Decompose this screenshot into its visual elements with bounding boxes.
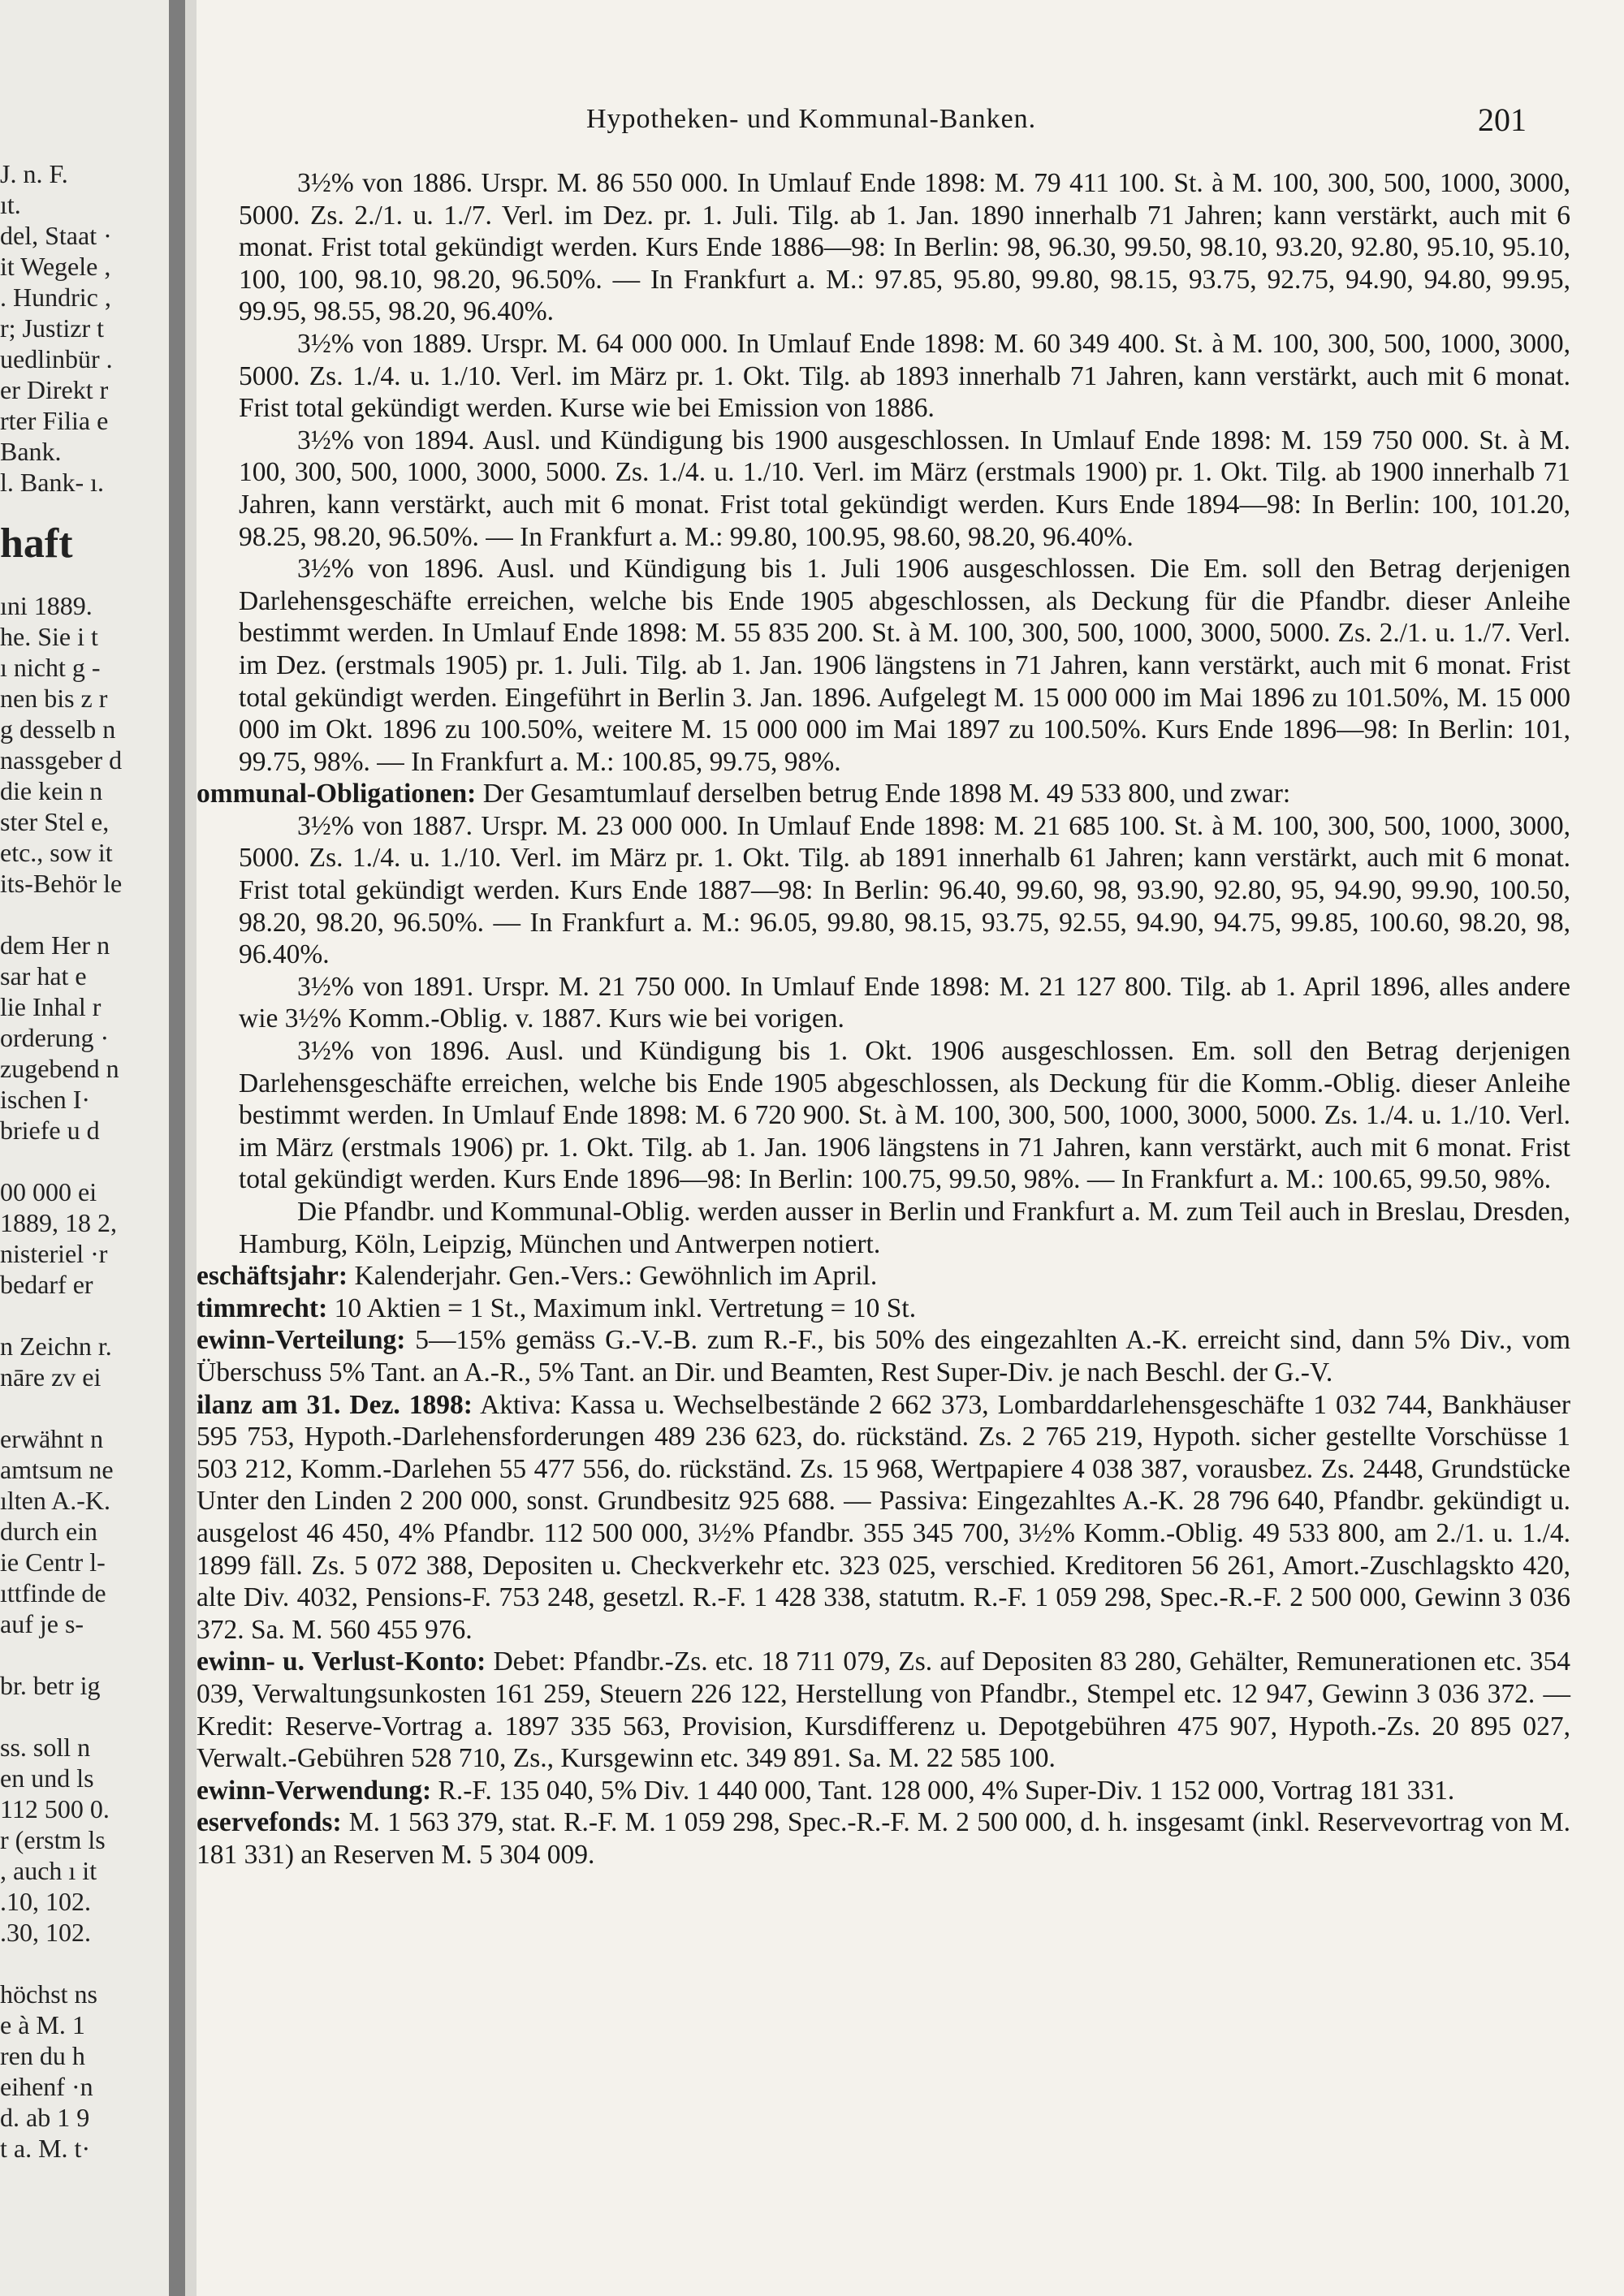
section-label: ewinn-Verwendung: [197, 1775, 432, 1806]
left-fragment-line: d. ab 1 9 [0, 2103, 90, 2132]
left-fragment-line: die kein n [0, 776, 103, 805]
left-fragment-line: amtsum ne [0, 1455, 114, 1484]
left-fragment-line: haft [0, 520, 73, 567]
left-fragment-line: br. betr ig [0, 1671, 101, 1700]
left-fragment-line: nen bis z r [0, 684, 108, 713]
left-fragment-line: etc., sow it [0, 838, 113, 867]
left-fragment-line: uedlinbür . [0, 344, 113, 373]
left-fragment-line: r; Justizr t [0, 313, 104, 343]
paragraph-text: M. 1 563 379, stat. R.-F. M. 1 059 298, Spec.-R.-F. M. 2 500 000, d. h. insgesamt (inkl. Reservevortrag von M. 181 331) an Reserven M. 5 304 009. [197, 1807, 1571, 1870]
paragraph-text: Debet: Pfandbr.-Zs. etc. 18 711 079, Zs. auf Depositen 83 280, Gehälter, Remunerationen etc. 354 039, Verwaltungsunkosten 161 259, Steuern 226 122, Herstellung von Pfandbr., Stempel etc. 12 947, Gewinn 3 036 372. — Kredit: Reserve-Vortrag a. 1897 335 563, Provision, Kursdifferenz u. Depotgebühren 475 907, Hypoth.-Zs. 20 895 027, Verwalt.-Gebühren 528 710, Zs., Kursgewinn etc. 349 891. Sa. M. 22 585 100. [197, 1646, 1570, 1774]
left-fragment-line: auf je s- [0, 1609, 84, 1638]
bond-paragraph [239, 425, 1570, 553]
left-fragment-line: . Hundric , [0, 283, 111, 312]
section-label: timmrecht: [197, 1293, 328, 1323]
left-fragment-line: its-Behör le [0, 869, 123, 898]
left-fragment-line: it Wegele , [0, 252, 111, 281]
section-label: eservefonds: [197, 1807, 342, 1838]
left-fragment-line: ıttfinde de [0, 1578, 106, 1608]
left-fragment-line: durch ein [0, 1517, 97, 1546]
left-fragment-line: nassgeber d [0, 745, 123, 775]
paragraph-text: 3½% von 1891. Urspr. M. 21 750 000. In Umlauf Ende 1898: M. 21 127 800. Tilg. ab 1. April 1896, alles andere wie 3½% Komm.-Oblig. v. 1887. Kurs wie bei vorigen. [239, 971, 1570, 1034]
section-paragraph [197, 1806, 1570, 1871]
section-label: eschäftsjahr: [197, 1261, 348, 1292]
section-paragraph [197, 1646, 1570, 1774]
left-fragment-line: orderung · [0, 1023, 110, 1052]
left-fragment-line: höchst ns [0, 1979, 97, 2009]
left-fragment-line: nāre zv ei [0, 1362, 102, 1392]
paragraph-text: Der Gesamtumlauf derselben betrug Ende 1898 M. 49 533 800, und zwar: [482, 779, 1291, 809]
left-fragment-line: .30, 102. [0, 1918, 91, 1947]
section-label: ewinn- u. Verlust-Konto: [197, 1646, 486, 1677]
paragraph-text: 3½% von 1896. Ausl. und Kündigung bis 1. Okt. 1906 ausgeschlossen. Em. soll den Betrag derjenigen Darlehensgeschäfte erreichen, welche bis Ende 1905 abgeschlossen, als Deckung für die Komm.-Oblig. dieser Anleihe bestimmt werden. In Umlauf Ende 1898: M. 6 720 900. St. à M. 100, 300, 500, 1000, 3000, 5000. Zs. 1./4. u. 1./10. Verl. im März (erstmals 1906) pr. 1. Okt. Tilg. ab 1. Jan. 1906 längstens in 71 Jahren, kann verstärkt, auch mit 6 monat. Frist total gekündigt werden. Kurs Ende 1896—98: In Berlin: 100.75, 99.50, 98%. — In Frankfurt a. M.: 100.65, 99.50, 98%. [239, 1036, 1570, 1195]
section-label: ommunal-Obligationen: [197, 779, 477, 809]
left-fragment-line: 112 500 0. [0, 1794, 110, 1823]
left-fragment-line: ss. soll n [0, 1733, 91, 1762]
main-page [197, 0, 1624, 2296]
left-fragment-line: del, Staat · [0, 221, 112, 250]
left-fragment-line: ı nicht g - [0, 653, 101, 682]
left-fragment-line: .10, 102. [0, 1887, 91, 1916]
paragraph-text: R.-F. 135 040, 5% Div. 1 440 000, Tant. 128 000, 4% Super-Div. 1 152 000, Vortrag 181 331. [438, 1775, 1455, 1806]
section-paragraph [197, 1389, 1570, 1646]
paragraph-text: 3½% von 1896. Ausl. und Kündigung bis 1. Juli 1906 ausgeschlossen. Die Em. soll den Betrag derjenigen Darlehensgeschäfte erreichen, welche bis Ende 1905 abgeschlossen, als Deckung für die Pfandbr. dieser Anleihe bestimmt werden. In Umlauf Ende 1898: M. 55 835 200. St. à M. 100, 300, 500, 1000, 3000, 5000. Zs. 2./1. u. 1./7. Verl. im Dez. (erstmals 1905) pr. 1. Juli. Tilg. ab 1. Jan. 1906 längstens in 71 Jahren, kann verstärkt, auch mit 6 monat. Frist total gekündigt werden. Eingeführt in Berlin 3. Jan. 1896. Aufgelegt M. 15 000 000 im Mai 1896 zu 101.50%, M. 15 000 000 im Okt. 1896 zu 100.50%, weitere M. 15 000 000 im Mai 1897 zu 100.50%. Kurs Ende 1896—98: In Berlin: 101, 99.75, 98%. — In Frankfurt a. M.: 100.85, 99.75, 98%. [239, 554, 1570, 777]
section-paragraph [197, 778, 1570, 810]
left-fragment-line: e à M. 1 [0, 2010, 85, 2039]
left-fragment-line: Bank. [0, 437, 62, 466]
paragraph-text: Die Pfandbr. und Kommunal-Oblig. werden ausser in Berlin und Frankfurt a. M. zum Teil auch in Breslau, Dresden, Hamburg, Köln, Leipzig, München und Antwerpen notiert. [239, 1197, 1570, 1259]
section-label: ewinn-Verteilung: [197, 1325, 406, 1356]
left-fragment-line: bedarf er [0, 1270, 93, 1299]
left-fragment-line: ischen I· [0, 1085, 91, 1114]
paragraph-text: Kalenderjahr. Gen.-Vers.: Gewöhnlich im April. [354, 1261, 878, 1292]
left-fragment-line: n Zeichn r. [0, 1331, 112, 1361]
left-fragment-line: he. Sie i t [0, 622, 98, 651]
left-fragment-line: ıni 1889. [0, 591, 93, 620]
body-text [197, 167, 1571, 1871]
paragraph-text: 10 Aktien = 1 St., Maximum inkl. Vertretung = 10 St. [334, 1293, 917, 1323]
left-fragment-line: sar hat e [0, 961, 87, 990]
left-fragment-line: 1889, 18 2, [0, 1208, 117, 1237]
running-head: Hypotheken- und Kommunal-Banken. [586, 104, 1037, 134]
paragraph-text: 3½% von 1887. Urspr. M. 23 000 000. In Umlauf Ende 1898: M. 21 685 100. St. à M. 100, 300, 500, 1000, 3000, 5000. Zs. 1./4. u. 1./10. Verl. im März pr. 1. Okt. Tilg. ab 1891 innerhalb 61 Jahren; kann verstärkt, auch mit 6 monat. Frist total gekündigt werden. Kurs Ende 1887—98: In Berlin: 96.40, 99.60, 98, 93.90, 92.80, 95, 94.90, 99.90, 100.50, 98.20, 98.20, 96.50%. — In Frankfurt a. M.: 96.05, 99.80, 98.15, 93.75, 92.55, 94.90, 94.75, 99.85, 100.60, 98.20, 98, 96.40%. [239, 810, 1570, 970]
left-fragment-line: briefe u d [0, 1116, 100, 1145]
left-fragment-line: ren du h [0, 2041, 85, 2070]
left-fragment-line: g desselb n [0, 714, 116, 744]
paragraph-text: 3½% von 1889. Urspr. M. 64 000 000. In Umlauf Ende 1898: M. 60 349 400. St. à M. 100, 300, 500, 1000, 3000, 5000. Zs. 1./4. u. 1./10. Verl. im März pr. 1. Okt. Tilg. ab 1893 innerhalb 71 Jahren, kann verstärkt, auch mit 6 monat. Frist total gekündigt werden. Kurse wie bei Emission von 1886. [239, 328, 1570, 424]
left-fragment-line: rter Filia e [0, 406, 109, 435]
left-fragment-line: 00 000 ei [0, 1177, 97, 1206]
left-fragment-line: eihenf ·n [0, 2072, 93, 2101]
left-fragment-line: erwähnt n [0, 1424, 104, 1453]
section-label: ilanz am 31. Dez. 1898: [197, 1389, 473, 1420]
left-fragment-line: ıt. [0, 190, 21, 219]
left-fragment-line: lie Inhal r [0, 992, 102, 1021]
bond-paragraph [239, 810, 1570, 971]
section-paragraph [197, 1260, 1570, 1293]
bond-paragraph [239, 1196, 1570, 1260]
left-fragment-line: dem Her n [0, 930, 110, 960]
left-fragment-line: er Direkt r [0, 375, 109, 404]
left-page-fragment [0, 0, 169, 2296]
left-fragment-line: , auch ı it [0, 1856, 97, 1885]
left-fragment-line: r (erstm ls [0, 1825, 106, 1854]
paragraph-text: 3½% von 1886. Urspr. M. 86 550 000. In Umlauf Ende 1898: M. 79 411 100. St. à M. 100, 300, 500, 1000, 3000, 5000. Zs. 2./1. u. 1./7. Verl. im Dez. pr. 1. Juli. Tilg. ab 1. Jan. 1890 innerhalb 71 Jahren; kann verstärkt, auch mit 6 monat. Frist total gekündigt werden. Kurs Ende 1886—98: In Berlin: 98, 96.30, 99.50, 98.10, 93.20, 92.80, 95.10, 95.10, 100, 100, 98.10, 98.20, 96.50%. — In Frankfurt a. M.: 97.85, 95.80, 99.80, 98.15, 93.75, 92.75, 94.90, 94.80, 99.95, 99.95, 98.55, 98.20, 96.40%. [239, 168, 1570, 327]
left-fragment-line: ie Centr l- [0, 1547, 106, 1577]
left-fragment-line: zugebend n [0, 1054, 119, 1083]
bond-paragraph [239, 553, 1570, 778]
paragraph-text: 3½% von 1894. Ausl. und Kündigung bis 1900 ausgeschlossen. In Umlauf Ende 1898: M. 159 750 000. St. à M. 100, 300, 500, 1000, 3000, 5000. Zs. 1./4. u. 1./10. Verl. im März (erstmals 1900) pr. 1. Okt. Tilg. ab 1900 innerhalb 71 Jahren, kann verstärkt, auch mit 6 monat. Frist total gekündigt werden. Kurs Ende 1894—98: In Berlin: 100, 101.20, 98.25, 98.20, 96.50%. — In Frankfurt a. M.: 99.80, 100.95, 98.60, 98.20, 96.40%. [239, 425, 1570, 552]
section-paragraph [197, 1775, 1570, 1807]
bond-paragraph [239, 167, 1570, 328]
left-fragment-line: J. n. F. [0, 159, 68, 188]
bond-paragraph [239, 971, 1570, 1035]
left-fragment-line: l. Bank- ı. [0, 468, 104, 497]
paragraph-text: 5—15% gemäss G.-V.-B. zum R.-F., bis 50% des eingezahlten A.-K. erreicht sind, dann 5% Div., vom Überschuss 5% Tant. an A.-R., 5% Tant. an Dir. und Beamten, Rest Super-Div. je nach Beschl. der G.-V. [197, 1325, 1570, 1388]
left-fragment-line: ster Stel e, [0, 807, 110, 836]
left-fragment-line: ılten A.-K. [0, 1486, 110, 1515]
paragraph-text: Aktiva: Kassa u. Wechselbestände 2 662 373, Lombarddarlehensgeschäfte 1 032 744, Bankhäuser 595 753, Hypoth.-Darlehensforderungen 489 236 623, do. rückständ. Zs. 2 765 219, Hypoth. sicher gestellte Vorschüsse 1 503 212, Komm.-Darlehen 55 477 556, do. rückständ. Zs. 15 968, Wertpapiere 4 038 387, vorausbez. Zs. 2448, Grundstücke Unter den Linden 2 200 000, sonst. Grundbesitz 925 688. — Passiva: Eingezahltes A.-K. 28 796 640, Pfandbr. gekündigt u. ausgelost 46 450, 4% Pfandbr. 112 500 000, 3½% Pfandbr. 355 345 700, 3½% Komm.-Oblig. 49 533 800, am 2./1. u. 1./4. 1899 fäll. Zs. 5 072 388, Depositen u. Checkverkehr etc. 323 025, verschied. Kreditoren 56 261, Amort.-Zuschlagskto 420, alte Div. 4032, Pensions-F. 753 248, gesetzl. R.-F. 1 428 338, statutm. R.-F. 1 059 298, Spec.-R.-F. 2 500 000, Gewinn 3 036 372. Sa. M. 560 455 976. [197, 1389, 1571, 1645]
left-fragment-line: en und ls [0, 1763, 94, 1793]
section-paragraph [197, 1293, 1570, 1325]
page-gutter-edge [185, 0, 197, 2296]
page-number: 201 [1478, 101, 1527, 138]
bond-paragraph [239, 328, 1570, 425]
page-gutter [169, 0, 185, 2296]
left-fragment-line: nisteriel ·r [0, 1239, 108, 1268]
section-paragraph [197, 1324, 1570, 1388]
left-fragment-line: t a. M. t· [0, 2134, 91, 2163]
bond-paragraph [239, 1035, 1570, 1196]
